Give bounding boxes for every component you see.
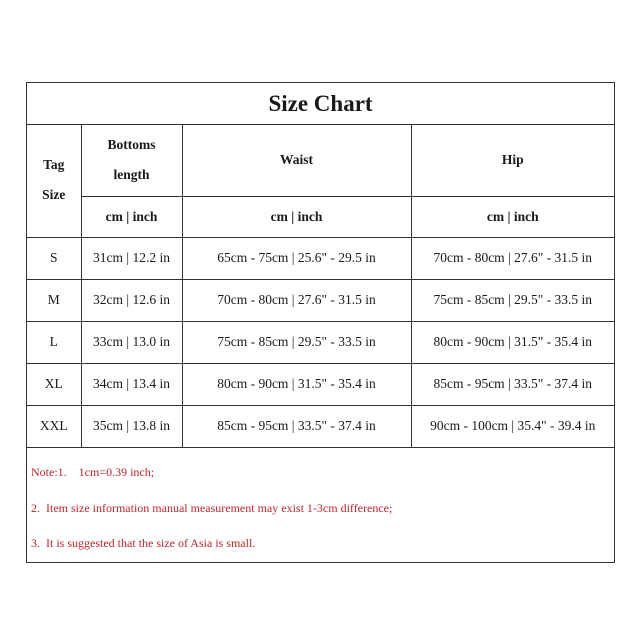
table-row [27,363,614,405]
hip-header: Hip [411,124,614,196]
hip-cell: 75cm - 85cm | 29.5" - 33.5 in [411,279,614,321]
note-asia-size: 3. It is suggested that the size of Asia is small. [31,536,256,550]
notes-section [27,449,614,562]
chart-title: Size Chart [27,83,614,125]
tag-size-header [27,124,81,237]
table-row [27,237,614,279]
bottoms-header-line1: Bottoms [107,136,156,152]
unit-header-row [27,196,614,237]
table-row [27,321,614,363]
size-chart [26,82,615,563]
note-measurement: 2. Item size information manual measurement may exist 1-3cm difference; [31,501,393,515]
hip-cell: 90cm - 100cm | 35.4" - 39.4 in [411,405,614,447]
hip-unit-header: cm | inch [411,196,614,237]
table-row [27,279,614,321]
hip-cell: 80cm - 90cm | 31.5" - 35.4 in [411,321,614,363]
size-cell: XL [27,363,81,405]
waist-cell: 75cm - 85cm | 29.5" - 33.5 in [182,321,411,363]
bottoms-unit-header: cm | inch [81,196,182,237]
size-cell: XXL [27,405,81,447]
bottoms-length-header [81,124,182,196]
hip-cell: 70cm - 80cm | 27.6" - 31.5 in [411,237,614,279]
size-table [27,124,614,448]
waist-unit-header: cm | inch [182,196,411,237]
length-cell: 34cm | 13.4 in [81,363,182,405]
waist-header: Waist [182,124,411,196]
length-cell: 31cm | 12.2 in [81,237,182,279]
waist-cell: 85cm - 95cm | 33.5" - 37.4 in [182,405,411,447]
size-cell: S [27,237,81,279]
bottoms-header-line2: length [113,166,150,182]
length-cell: 35cm | 13.8 in [81,405,182,447]
length-cell: 32cm | 12.6 in [81,279,182,321]
waist-cell: 80cm - 90cm | 31.5" - 35.4 in [182,363,411,405]
size-cell: L [27,321,81,363]
waist-cell: 70cm - 80cm | 27.6" - 31.5 in [182,279,411,321]
tag-size-header-line2: Size [42,187,66,203]
hip-cell: 85cm - 95cm | 33.5" - 37.4 in [411,363,614,405]
waist-cell: 65cm - 75cm | 25.6" - 29.5 in [182,237,411,279]
table-header-row [27,124,614,196]
length-cell: 33cm | 13.0 in [81,321,182,363]
size-cell: M [27,279,81,321]
note-conversion: Note:1. 1cm=0.39 inch; [31,465,155,479]
tag-size-header-line1: Tag [43,157,65,173]
table-row [27,405,614,447]
